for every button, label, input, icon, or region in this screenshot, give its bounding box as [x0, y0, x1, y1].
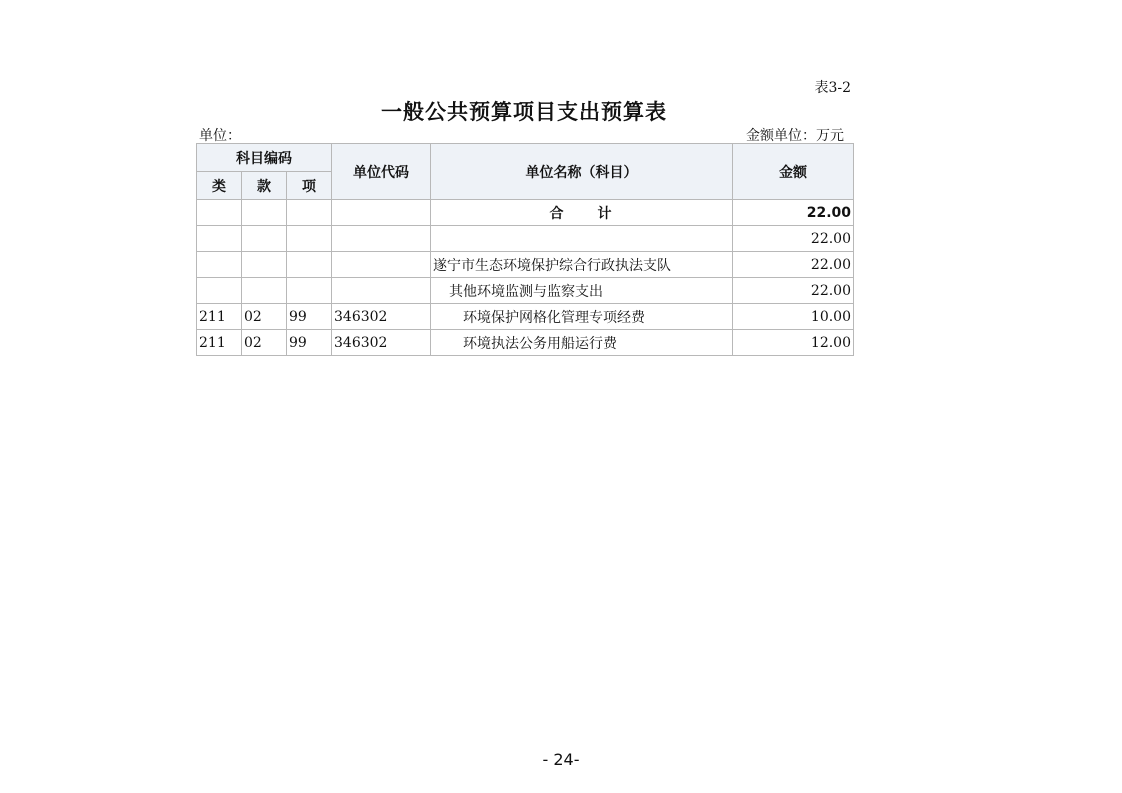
cell-lei	[197, 278, 242, 304]
amount-unit-label: 金额单位：万元	[746, 128, 844, 144]
cell-unit-name	[431, 226, 733, 252]
cell-amount: 22.00	[733, 226, 854, 252]
cell-amount: 22.00	[733, 278, 854, 304]
cell-kuan	[242, 200, 287, 226]
header-unit-code: 单位代码	[332, 144, 431, 200]
header-subject-code: 科目编码	[197, 144, 332, 172]
cell-kuan	[242, 278, 287, 304]
cell-unit-name: 环境保护网格化管理专项经费	[431, 304, 733, 330]
cell-unit-name: 遂宁市生态环境保护综合行政执法支队	[431, 252, 733, 278]
cell-kuan: 02	[242, 304, 287, 330]
page-number: - 24-	[542, 750, 580, 769]
unit-label: 单位：	[199, 128, 241, 144]
cell-lei: 211	[197, 304, 242, 330]
cell-xiang	[287, 278, 332, 304]
cell-xiang	[287, 226, 332, 252]
total-row	[197, 200, 854, 226]
header-xiang: 项	[287, 172, 332, 200]
cell-xiang: 99	[287, 304, 332, 330]
cell-amount: 22.00	[733, 252, 854, 278]
cell-kuan	[242, 226, 287, 252]
cell-unit-code	[332, 252, 431, 278]
table-number: 表3-2	[814, 80, 851, 96]
cell-amount: 12.00	[733, 330, 854, 356]
cell-xiang: 99	[287, 330, 332, 356]
cell-unit-name: 环境执法公务用船运行费	[431, 330, 733, 356]
cell-unit-code	[332, 200, 431, 226]
cell-kuan: 02	[242, 330, 287, 356]
cell-unit-name: 其他环境监测与监察支出	[431, 278, 733, 304]
cell-kuan	[242, 252, 287, 278]
table-row	[197, 226, 854, 252]
cell-unit-code: 346302	[332, 330, 431, 356]
cell-xiang	[287, 200, 332, 226]
header-unit-name: 单位名称（科目）	[431, 144, 733, 200]
header-row-1	[197, 144, 854, 172]
cell-unit-code: 346302	[332, 304, 431, 330]
cell-xiang	[287, 252, 332, 278]
header-kuan: 款	[242, 172, 287, 200]
cell-lei	[197, 200, 242, 226]
cell-lei: 211	[197, 330, 242, 356]
total-label: 合 计	[431, 200, 733, 226]
table-row	[197, 330, 854, 356]
table-row	[197, 252, 854, 278]
table-row	[197, 278, 854, 304]
table-row	[197, 304, 854, 330]
cell-lei	[197, 252, 242, 278]
cell-amount: 10.00	[733, 304, 854, 330]
header-lei: 类	[197, 172, 242, 200]
cell-unit-code	[332, 226, 431, 252]
budget-table	[196, 143, 854, 356]
header-amount: 金额	[733, 144, 854, 200]
cell-unit-code	[332, 278, 431, 304]
cell-lei	[197, 226, 242, 252]
page-title: 一般公共预算项目支出预算表	[381, 100, 667, 124]
total-amount: 22.00	[733, 200, 854, 226]
